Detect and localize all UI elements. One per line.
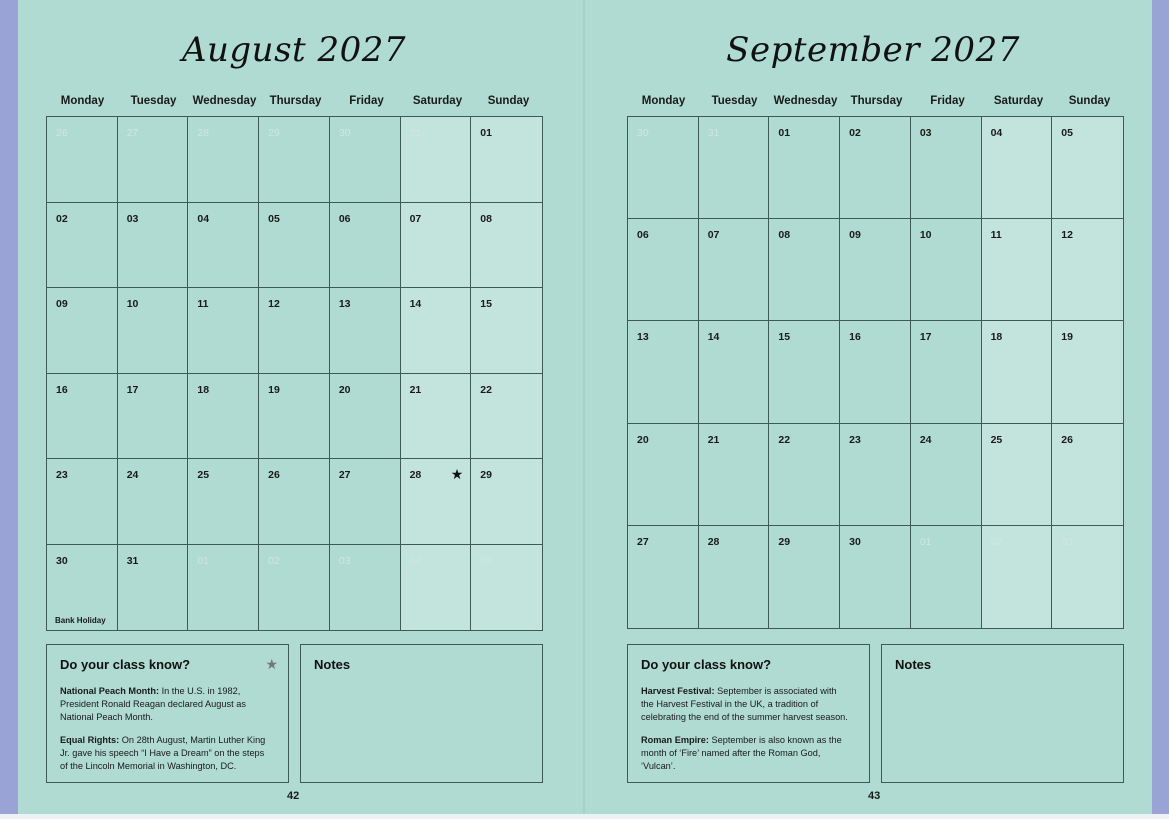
day-cell[interactable]	[118, 203, 189, 289]
weekday-label: Saturday	[993, 95, 1044, 107]
weekday-label: Sunday	[487, 95, 530, 107]
day-cell[interactable]	[47, 203, 118, 289]
fact-text: September is associated with	[717, 686, 837, 696]
day-number: 17	[919, 331, 932, 344]
day-number: 08	[778, 229, 791, 242]
day-cell[interactable]	[188, 203, 259, 289]
day-cell[interactable]	[471, 117, 542, 203]
day-number: 01	[480, 127, 492, 139]
star-icon: ★	[265, 656, 278, 672]
day-cell[interactable]	[628, 219, 699, 321]
day-number: 15	[778, 331, 791, 344]
day-number: 08	[480, 212, 492, 225]
day-cell[interactable]	[401, 374, 472, 460]
fact-line: celebrating the end of the summer harvest season.	[641, 712, 848, 722]
class-know-box-left	[46, 644, 289, 783]
weekday-label: Friday	[930, 95, 965, 107]
day-number: 05	[268, 212, 280, 225]
day-number: 20	[637, 433, 649, 446]
day-cell[interactable]	[118, 545, 189, 631]
weekday-label: Thursday	[850, 95, 903, 107]
day-cell[interactable]	[47, 117, 118, 203]
day-number: 04	[197, 212, 210, 225]
day-cell[interactable]	[118, 459, 189, 545]
day-cell[interactable]	[911, 424, 982, 526]
day-number: 21	[707, 433, 720, 446]
day-cell[interactable]	[628, 526, 699, 628]
day-number: 21	[409, 383, 422, 396]
class-know-box-right	[627, 644, 870, 783]
day-number: 12	[268, 298, 280, 310]
day-cell[interactable]	[471, 459, 542, 545]
day-number: 03	[1061, 535, 1073, 548]
day-number: 11	[197, 298, 209, 310]
class-know-title: Do your class know?	[60, 657, 191, 672]
day-number: 06	[637, 229, 649, 242]
day-cell[interactable]	[330, 288, 401, 374]
day-number: 25	[197, 469, 210, 481]
fact-text: On 28th August, Martin Luther King	[121, 735, 266, 745]
day-cell[interactable]	[401, 288, 472, 374]
day-cell[interactable]	[471, 545, 542, 631]
fact-label: Roman Empire:	[641, 735, 709, 745]
day-cell[interactable]	[118, 288, 189, 374]
day-cell[interactable]	[47, 545, 118, 631]
notes-box-left[interactable]	[300, 644, 543, 783]
day-cell[interactable]	[188, 545, 259, 631]
day-cell[interactable]	[911, 117, 982, 219]
day-cell[interactable]	[628, 424, 699, 526]
weekday-label: Wednesday	[192, 95, 257, 107]
fact-line: National Peach Month.	[60, 712, 153, 722]
day-number: 07	[707, 229, 720, 242]
day-number: 28	[197, 127, 210, 139]
day-cell[interactable]	[911, 526, 982, 628]
weekday-label: Thursday	[269, 95, 322, 107]
day-number: 01	[778, 127, 791, 139]
day-number: 10	[919, 229, 932, 242]
left-book-edge	[0, 0, 18, 814]
day-cell[interactable]	[401, 203, 472, 289]
day-cell[interactable]	[982, 117, 1053, 219]
page-number-left: 42	[287, 790, 300, 802]
day-cell[interactable]	[769, 219, 840, 321]
day-number: 02	[849, 127, 861, 139]
day-cell[interactable]	[259, 203, 330, 289]
day-cell[interactable]	[47, 374, 118, 460]
day-number: 31	[126, 554, 139, 567]
day-cell[interactable]	[628, 321, 699, 423]
day-number: 13	[338, 298, 351, 310]
day-number: 03	[919, 127, 932, 139]
notes-title: Notes	[314, 657, 351, 672]
day-cell[interactable]	[840, 117, 911, 219]
day-cell[interactable]	[118, 117, 189, 203]
day-cell[interactable]	[471, 288, 542, 374]
day-cell[interactable]	[1052, 117, 1123, 219]
day-cell[interactable]	[47, 459, 118, 545]
day-cell[interactable]	[330, 117, 401, 203]
day-cell[interactable]	[699, 117, 770, 219]
weekday-label: Tuesday	[130, 95, 177, 107]
day-number: 29	[268, 127, 280, 139]
day-cell[interactable]	[259, 459, 330, 545]
fact-item	[641, 685, 848, 724]
day-number: 31	[707, 127, 720, 139]
fact-line: President Ronald Reagan declared August as	[60, 699, 246, 709]
day-cell[interactable]	[1052, 526, 1123, 628]
fact-label: Harvest Festival:	[641, 686, 715, 696]
fact-line: ‘Vulcan’.	[641, 761, 676, 771]
day-cell[interactable]	[259, 117, 330, 203]
day-number: 16	[849, 331, 861, 344]
day-cell[interactable]	[769, 526, 840, 628]
day-number: 05	[480, 554, 492, 567]
weekday-label: Friday	[349, 95, 384, 107]
day-cell[interactable]	[628, 117, 699, 219]
day-number: 19	[1061, 331, 1073, 344]
day-number: 02	[990, 535, 1003, 548]
day-cell[interactable]	[188, 288, 259, 374]
right-book-edge	[1152, 0, 1169, 814]
day-number: 29	[778, 535, 791, 548]
day-number: 30	[338, 127, 351, 139]
fact-label: Equal Rights:	[60, 735, 120, 745]
day-number: 24	[919, 433, 932, 446]
day-cell[interactable]	[471, 374, 542, 460]
day-cell[interactable]	[188, 117, 259, 203]
day-number: 06	[338, 212, 351, 225]
month-title-left: August 2027	[181, 30, 407, 70]
day-number: 22	[480, 383, 492, 396]
month-title-right: September 2027	[726, 30, 1020, 70]
day-cell[interactable]	[982, 424, 1053, 526]
fact-text: September is also known as the	[711, 735, 842, 745]
day-number: 26	[56, 127, 68, 139]
day-cell[interactable]	[259, 374, 330, 460]
day-number: 27	[126, 127, 139, 139]
day-number: 01	[197, 554, 210, 567]
day-cell[interactable]	[699, 526, 770, 628]
day-number: 28	[409, 469, 422, 481]
day-cell[interactable]	[330, 545, 401, 631]
day-cell[interactable]	[471, 203, 542, 289]
day-cell[interactable]	[401, 117, 472, 203]
weekday-header-left	[47, 95, 544, 107]
day-cell[interactable]	[840, 526, 911, 628]
day-cell[interactable]	[982, 526, 1053, 628]
day-cell[interactable]	[1052, 219, 1123, 321]
weekday-label: Wednesday	[773, 95, 838, 107]
day-cell[interactable]	[330, 203, 401, 289]
fact-line: of the Lincoln Memorial in Washington, DC.	[60, 761, 237, 771]
day-number: 22	[778, 433, 791, 446]
day-cell[interactable]	[840, 321, 911, 423]
notes-box-right[interactable]	[881, 644, 1124, 783]
day-number: 14	[707, 331, 720, 344]
day-cell[interactable]	[401, 545, 472, 631]
day-cell[interactable]	[259, 288, 330, 374]
day-cell[interactable]	[840, 424, 911, 526]
day-cell[interactable]	[699, 219, 770, 321]
day-number: 27	[637, 535, 649, 548]
day-number: 19	[268, 383, 280, 396]
day-number: 24	[126, 469, 139, 481]
day-cell[interactable]	[1052, 321, 1123, 423]
day-number: 03	[126, 212, 139, 225]
day-number: 10	[126, 298, 139, 310]
day-cell[interactable]	[118, 374, 189, 460]
day-number: 05	[1061, 127, 1073, 139]
day-number: 30	[56, 554, 68, 567]
day-number: 03	[338, 554, 351, 567]
weekday-header-right	[628, 95, 1125, 107]
fact-line: month of ‘Fire’ named after the Roman God,	[641, 748, 821, 758]
day-number: 01	[919, 535, 932, 548]
day-cell[interactable]	[47, 288, 118, 374]
day-number: 29	[480, 469, 492, 481]
day-number: 26	[1061, 433, 1073, 446]
day-number: 20	[338, 383, 351, 396]
day-number: 07	[409, 212, 422, 225]
day-cell[interactable]	[1052, 424, 1123, 526]
day-cell[interactable]	[769, 117, 840, 219]
notes-title: Notes	[895, 657, 932, 672]
day-number: 02	[268, 554, 280, 567]
day-number: 25	[990, 433, 1003, 446]
day-cell[interactable]	[188, 459, 259, 545]
day-number: 15	[480, 298, 492, 310]
day-number: 23	[849, 433, 861, 446]
day-number: 31	[409, 127, 422, 139]
day-cell[interactable]	[911, 219, 982, 321]
day-number: 09	[849, 229, 861, 242]
day-number: 30	[637, 127, 649, 139]
day-number: 04	[409, 554, 422, 567]
day-number: 13	[637, 331, 649, 344]
day-number: 16	[56, 383, 68, 396]
day-number: 30	[849, 535, 861, 548]
day-cell[interactable]	[840, 219, 911, 321]
day-number: 18	[990, 331, 1003, 344]
day-number: 02	[56, 212, 68, 225]
day-number: 26	[268, 469, 280, 481]
day-number: 12	[1061, 229, 1073, 242]
weekday-label: Monday	[641, 95, 686, 107]
day-cell[interactable]	[699, 424, 770, 526]
day-cell[interactable]	[401, 459, 472, 545]
weekday-label: Monday	[60, 95, 105, 107]
day-cell[interactable]	[699, 321, 770, 423]
day-cell[interactable]	[259, 545, 330, 631]
day-number: 09	[56, 298, 68, 310]
weekday-label: Tuesday	[711, 95, 758, 107]
day-cell[interactable]	[188, 374, 259, 460]
day-cell[interactable]	[982, 219, 1053, 321]
day-number: 11	[990, 229, 1002, 242]
fact-item	[641, 734, 842, 773]
day-cell[interactable]	[330, 374, 401, 460]
fact-label: National Peach Month:	[60, 686, 160, 696]
day-number: 27	[338, 469, 351, 481]
day-number: 23	[56, 469, 68, 481]
day-number: 14	[409, 298, 422, 310]
calendar-grid-right	[627, 116, 1124, 629]
star-icon: ★	[450, 466, 464, 482]
day-number: 28	[707, 535, 720, 548]
day-cell[interactable]	[330, 459, 401, 545]
day-cell[interactable]	[769, 424, 840, 526]
fact-text: In the U.S. in 1982,	[161, 686, 241, 696]
calendar-grid-left	[46, 116, 543, 631]
fact-line: the Harvest Festival in the UK, a tradition of	[641, 699, 819, 709]
day-note: Bank Holiday	[55, 616, 106, 625]
page-number-right: 43	[868, 790, 881, 802]
fact-line: Jr. gave his speech “I Have a Dream” on the steps	[60, 748, 265, 758]
day-cell[interactable]	[769, 321, 840, 423]
day-number: 04	[990, 127, 1003, 139]
fact-item	[60, 734, 265, 773]
day-cell[interactable]	[911, 321, 982, 423]
day-cell[interactable]	[982, 321, 1053, 423]
weekday-label: Saturday	[412, 95, 463, 107]
day-number: 18	[197, 383, 210, 396]
class-know-title: Do your class know?	[641, 657, 772, 672]
fact-item	[60, 685, 246, 724]
day-number: 17	[126, 383, 139, 396]
weekday-label: Sunday	[1068, 95, 1111, 107]
